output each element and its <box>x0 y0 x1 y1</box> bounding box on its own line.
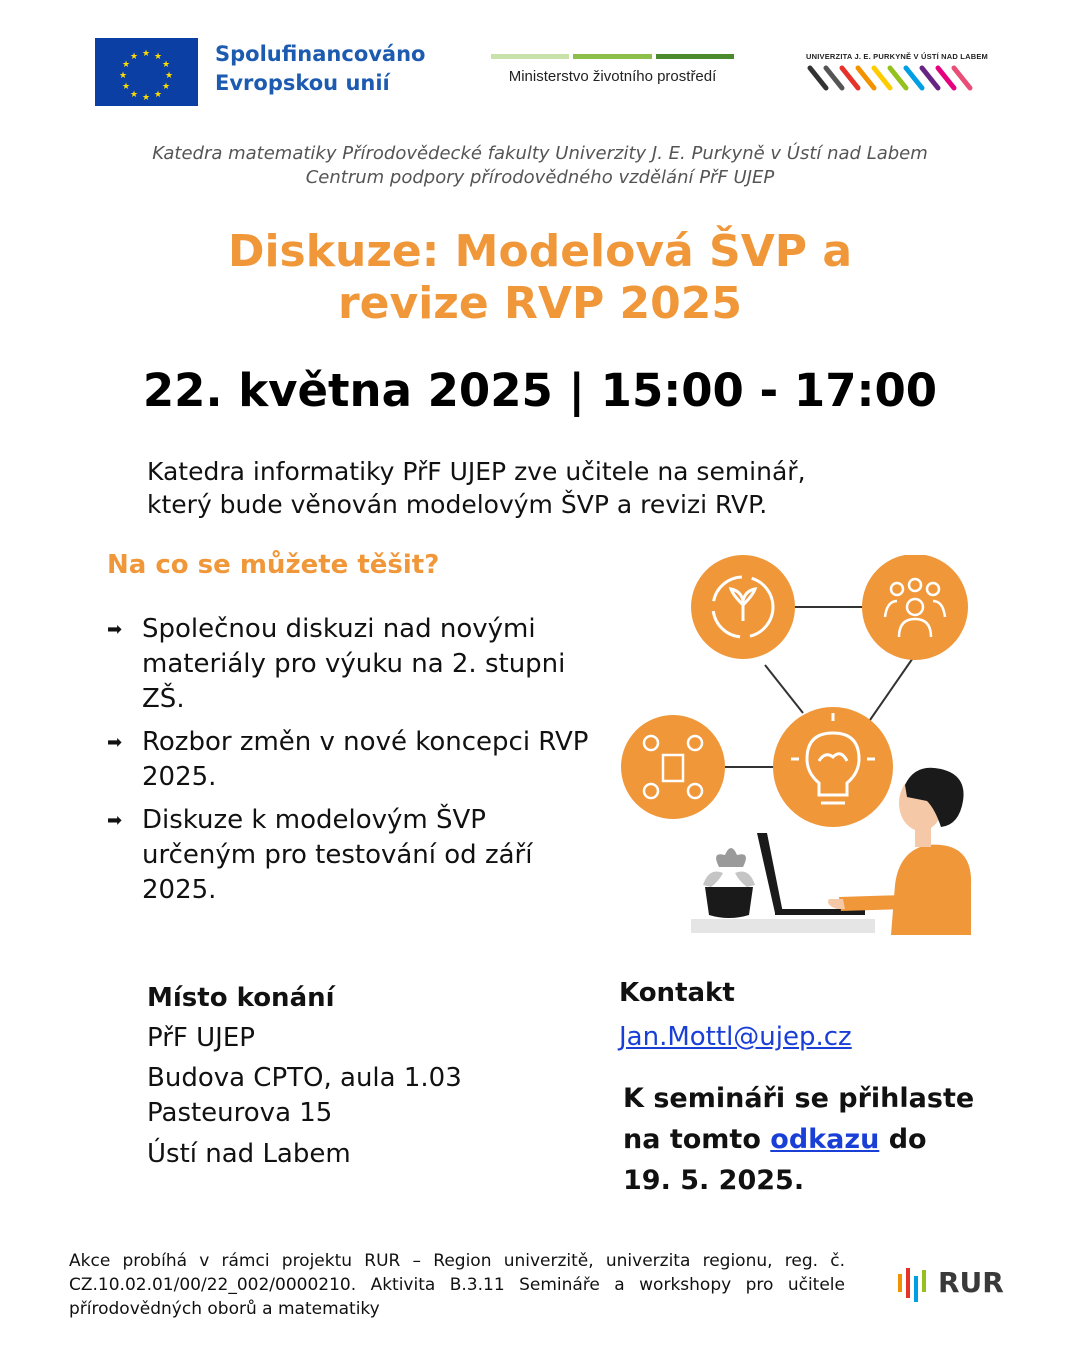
lightbulb-brain-icon <box>773 707 893 827</box>
intro-line-1: Katedra informatiky PřF UJEP zve učitele na seminář, <box>147 457 806 486</box>
venue-heading: Místo konání <box>147 983 335 1013</box>
contact-email-link[interactable]: Jan.Mottl@ujep.cz <box>619 1022 852 1052</box>
teacher-illustration <box>615 555 985 945</box>
benefits-heading: Na co se můžete těšit? <box>107 550 440 580</box>
registration-link[interactable]: odkazu <box>770 1124 880 1155</box>
svg-text:★: ★ <box>161 60 171 70</box>
venue-block <box>147 978 462 1180</box>
desk <box>691 919 875 933</box>
svg-text:★: ★ <box>129 52 139 62</box>
rur-logo-text: RUR <box>938 1266 1004 1299</box>
event-date-time: 22. května 2025 | 15:00 - 17:00 <box>142 364 938 417</box>
registration-line-2 <box>623 1119 974 1160</box>
svg-text:★: ★ <box>141 49 151 59</box>
bullet-text: Diskuze k modelovým ŠVP určeným pro testování od září 2025. <box>142 805 533 905</box>
venue-line: Ústí nad Labem <box>147 1139 351 1169</box>
ministry-logo-bars <box>491 54 734 59</box>
project-footer: Akce probíhá v rámci projektu RUR – Region univerzitě, univerzita regionu, reg. č. CZ.10.02.01/00/22_002/0000210. Aktivita B.3.11 Semináře a workshopy pro učitele přírodovědných oborů a matematiky <box>69 1251 845 1319</box>
svg-text:★: ★ <box>121 60 131 70</box>
arrow-icon: ➡ <box>107 732 123 753</box>
department-line: Katedra matematiky Přírodovědecké fakulty Univerzity J. E. Purkyně v Ústí nad Labem <box>152 143 928 164</box>
bullet-text: Společnou diskuzi nad novými materiály pro výuku na 2. stupni ZŠ. <box>142 614 566 714</box>
arrow-icon: ➡ <box>107 810 123 831</box>
venue-line: PřF UJEP <box>147 1023 255 1053</box>
list-item <box>107 725 607 795</box>
bullet-text: Rozbor změn v nové koncepci RVP 2025. <box>142 727 589 792</box>
eu-flag-logo <box>95 38 198 106</box>
title-line-1: Diskuze: Modelová ŠVP a <box>227 226 853 277</box>
intro-text <box>147 455 967 521</box>
ministry-label: Ministerstvo životního prostředí <box>508 68 717 85</box>
registration-text <box>623 1078 974 1201</box>
rur-logo-icon <box>896 1264 932 1304</box>
university-stripes-logo <box>806 64 981 92</box>
eu-line-2: Evropskou unií <box>215 71 390 95</box>
svg-text:★: ★ <box>121 82 131 92</box>
svg-text:★: ★ <box>153 90 163 100</box>
contact-heading: Kontakt <box>619 978 735 1008</box>
arrow-icon: ➡ <box>107 619 123 640</box>
venue-line: Budova CPTO, aula 1.03 <box>147 1063 462 1093</box>
plant-pot-icon <box>703 848 755 918</box>
center-line: Centrum podpory přírodovědného vzdělání PřF UJEP <box>305 167 775 188</box>
svg-text:★: ★ <box>129 90 139 100</box>
university-label: UNIVERZITA J. E. PURKYNĚ V ÚSTÍ NAD LABEM <box>806 52 988 61</box>
registration-pre: na tomto <box>623 1124 771 1155</box>
registration-line-1: K semináři se přihlaste <box>623 1083 975 1114</box>
list-item <box>107 612 607 717</box>
building-network-icon <box>621 715 725 819</box>
svg-text:★: ★ <box>118 71 128 81</box>
benefits-list <box>107 612 607 916</box>
plant-cycle-icon <box>691 555 795 659</box>
registration-deadline: 19. 5. 2025. <box>623 1165 805 1196</box>
svg-text:★: ★ <box>141 93 151 103</box>
eu-cofunding-label <box>215 40 425 98</box>
contact-block <box>619 978 852 1052</box>
venue-line: Pasteurova 15 <box>147 1098 333 1128</box>
registration-post: do <box>879 1124 927 1155</box>
event-title <box>0 226 1080 330</box>
svg-text:★: ★ <box>153 52 163 62</box>
title-line-2: revize RVP 2025 <box>337 278 743 329</box>
people-group-icon <box>862 555 968 660</box>
svg-text:★: ★ <box>164 71 174 81</box>
list-item <box>107 803 607 908</box>
intro-line-2: který bude věnován modelovým ŠVP a revizi RVP. <box>147 490 768 519</box>
eu-line-1: Spolufinancováno <box>215 42 426 66</box>
svg-text:★: ★ <box>161 82 171 92</box>
